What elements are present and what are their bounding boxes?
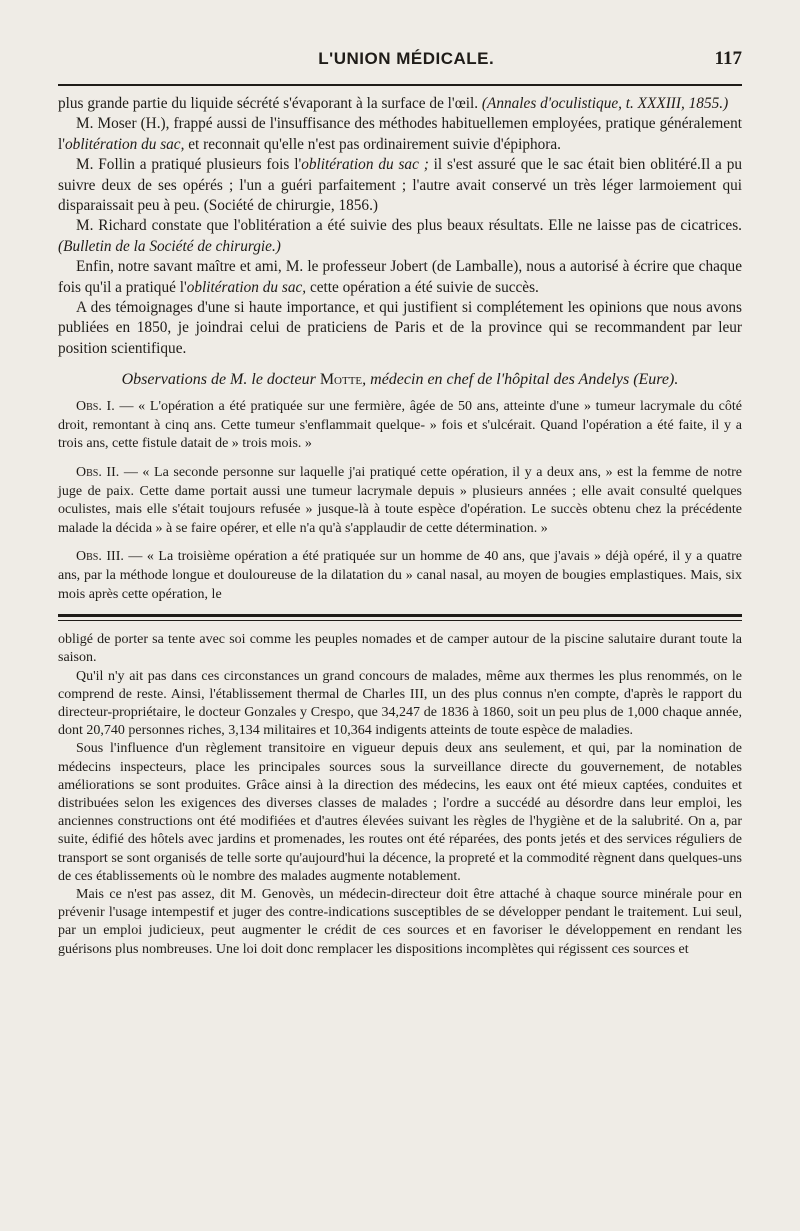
paragraph: M. Moser (H.), frappé aussi de l'insuffisance des méthodes habituellemen employées, pratique généralement l'oblitération du sac, et reconnait qu'elle n'est pas ordinairement suivie d'épiphora.: [58, 115, 742, 153]
paragraph: plus grande partie du liquide sécrété s'évaporant à la surface de l'œil. (Annales d'oculistique, t. XXXIII, 1855.): [58, 95, 729, 112]
paragraph: Qu'il n'y ait pas dans ces circonstances un grand concours de malades, même aux thermes les plus renommés, on le comprend de reste. Ainsi, l'établissement thermal de Charles III, un des plus connus n'en compte, d'après le rapport du directeur-propriétaire, le docteur Gonzales y Crespo, que 34,247 de 1836 à 1860, soit un peu plus de 1,000 chaque année, dont 20,740 personnes riches, 3,134 militaires et 10,364 indigents atteints de toute espèce de maladies.: [58, 668, 742, 739]
paragraph: M. Richard constate que l'oblitération a été suivie des plus beaux résultats. Elle ne laisse pas de cicatrices. (Bulletin de la Société de chirurgie.): [58, 217, 742, 255]
observation-3: Obs. III. — « La troisième opération a été pratiquée sur un homme de 40 ans, que j'avais » déjà opéré, il y a quatre ans, par la méthode longue et douloureuse de la dilatation du » canal nasal, au moyen de bougies emplastiques. Mais, six mois après cette opération, le: [58, 549, 742, 602]
observation-1: Obs. I. — « L'opération a été pratiquée sur une fermière, âgée de 50 ans, atteinte d'une » tumeur lacrymale du côté droit, remontant à cinq ans. Cette tumeur s'enflammait quelque- » fois et s'ulcérait. Quand l'opération a été faite, il y a trois ans, cette fistule datait de » trois mois. »: [58, 399, 742, 452]
running-header: [58, 48, 742, 86]
main-text: [58, 94, 742, 359]
paragraph: Mais ce n'est pas assez, dit M. Genovès, un médecin-directeur doit être attaché à chaque source minérale pour en prévenir l'usage intempestif et juger des contre-indications susceptibles de se développer pendant le traitement. Lui seul, par un emploi judicieux, peut augmenter le crédit de ces sources et en favoriser le développement en rendant les guérisons plus nombreuses. Une loi doit donc remplacer les dispositions incomplètes qui régissent ces sources et: [58, 887, 742, 957]
paragraph: Sous l'influence d'un règlement transitoire en vigueur depuis deux ans seulement, et qui, par la nomination de médecins inspecteurs, place les principales sources sous la surveillance directe du gouvernement, de notables améliorations se sont produites. Grâce ainsi à la direction des médecins, les eaux ont été mieux captées, conduites et distribuées selon les exigences des diverses classes de malades ; l'ordre a succédé au désordre dans leur emploi, les anciennes constructions ont été modifiées et d'autres élevées suivant les règles de l'hygiène et de la salubrité. On a, par suite, édifié des hôtels avec jardins et promenades, les routes ont été réparées, des ponts jetés et des services réguliers de transport se sont organisés de telle sorte qu'aujourd'hui la décence, la propreté et la commodité règnent dans quelques-uns de ces établissements où le nombre des malades augmente notablement.: [58, 741, 742, 884]
observation-label: Obs. II.: [76, 465, 120, 481]
paragraph: A des témoignages d'une si haute importance, et qui justifient si complétement les opinions que nous avons publiées en 1850, je joindrai celui de praticiens de Paris et de la province qui se recommandent par leur position scientifique.: [58, 299, 742, 357]
feuilleton-divider: [58, 614, 742, 621]
page-number: 117: [714, 48, 742, 69]
observation-label: Obs. I.: [76, 399, 115, 415]
observation-2: Obs. II. — « La seconde personne sur laquelle j'ai pratiqué cette opération, il y a deux ans, » est la femme de notre juge de paix. Cette dame portait aussi une tumeur lacrymale depuis » plusieurs années ; elle avait consulté quelques oculistes, mais elle s'était toujours refusée » jusque-là à toute espèce d'opération. Le succès obtenu chez la précédente malade la décida » à se faire opérer, et elle n'a qu'à s'applaudir de cette détermination. »: [58, 465, 742, 536]
paragraph: M. Follin a pratiqué plusieurs fois l'oblitération du sac ; il s'est assuré que le sac était bien oblitéré.Il a pu suivre deux de ses opérés ; l'un a guéri parfaitement ; l'autre avait conservé un très léger larmoiement qui disparaissait peu à peu. (Société de chirurgie, 1856.): [58, 156, 742, 215]
feuilleton-text: [58, 631, 742, 959]
journal-title: L'UNION MÉDICALE.: [318, 49, 495, 68]
observation-label: Obs. III.: [76, 549, 124, 565]
section-heading: Observations de M. le docteur Motte, médecin en chef de l'hôpital des Andelys (Eure).: [121, 371, 679, 389]
paragraph: Enfin, notre savant maître et ami, M. le professeur Jobert (de Lamballe), nous a autorisé à écrire que chaque fois qu'il a pratiqué l'oblitération du sac, cette opération a été suivie de succès.: [58, 258, 742, 296]
paragraph: obligé de porter sa tente avec soi comme les peuples nomades et de camper autour de la piscine salutaire durant toute la saison.: [58, 632, 742, 666]
